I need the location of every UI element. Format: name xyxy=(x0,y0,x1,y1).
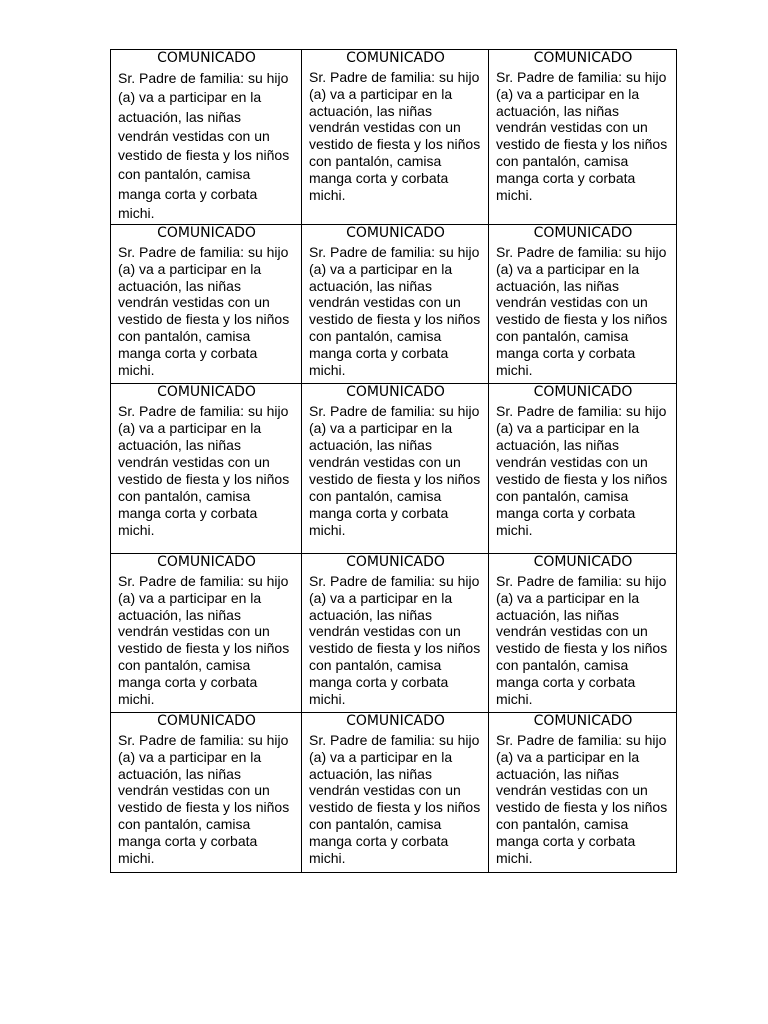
notice-body: Sr. Padre de familia: su hijo (a) va a participar en la actuación, las niñas vendrán vestidas con un vestido de fiesta y los niños con pantalón, camisa manga corta y corbata michi. xyxy=(118,732,290,866)
notice-cell xyxy=(302,554,489,713)
notice-heading: COMUNICADO xyxy=(533,713,633,729)
notice-row xyxy=(111,50,677,225)
notice-heading: COMUNICADO xyxy=(533,384,633,400)
notice-heading: COMUNICADO xyxy=(346,50,445,66)
notice-cell xyxy=(302,384,489,554)
notice-body: Sr. Padre de familia: su hijo (a) va a participar en la actuación, las niñas vendrán vestidas con un vestido de fiesta y los niños con pantalón, camisa manga corta y corbata michi. xyxy=(309,69,481,203)
notice-heading: COMUNICADO xyxy=(533,225,633,241)
notice-row xyxy=(111,384,677,554)
notice-heading: COMUNICADO xyxy=(157,554,256,570)
notice-row xyxy=(111,554,677,713)
notice-body: Sr. Padre de familia: su hijo (a) va a participar en la actuación, las niñas vendrán vestidas con un vestido de fiesta y los niños con pantalón, camisa manga corta y corbata michi. xyxy=(496,403,668,538)
notice-heading: COMUNICADO xyxy=(346,713,445,729)
notice-sheet-table xyxy=(110,49,677,873)
notice-cell xyxy=(489,50,677,225)
notice-heading: COMUNICADO xyxy=(533,554,633,570)
notice-heading: COMUNICADO xyxy=(533,50,633,66)
notice-heading: COMUNICADO xyxy=(346,554,445,570)
notice-cell xyxy=(111,50,302,225)
notice-heading: COMUNICADO xyxy=(157,50,256,66)
notice-body: Sr. Padre de familia: su hijo (a) va a participar en la actuación, las niñas vendrán vestidas con un vestido de fiesta y los niños con pantalón, camisa manga corta y corbata michi. xyxy=(496,573,668,707)
notice-heading: COMUNICADO xyxy=(157,713,256,729)
notice-row xyxy=(111,225,677,384)
notice-body: Sr. Padre de familia: su hijo (a) va a participar en la actuación, las niñas vendrán vestidas con un vestido de fiesta y los niños con pantalón, camisa manga corta y corbata michi. xyxy=(118,403,290,538)
notice-cell xyxy=(489,384,677,554)
notice-body: Sr. Padre de familia: su hijo (a) va a participar en la actuación, las niñas vendrán vestidas con un vestido de fiesta y los niños con pantalón, camisa manga corta y corbata michi. xyxy=(309,732,481,866)
notice-body: Sr. Padre de familia: su hijo (a) va a participar en la actuación, las niñas vendrán vestidas con un vestido de fiesta y los niños con pantalón, camisa manga corta y corbata michi. xyxy=(496,69,668,203)
notice-cell xyxy=(111,713,302,873)
notice-cell xyxy=(111,384,302,554)
notice-body: Sr. Padre de familia: su hijo (a) va a participar en la actuación, las niñas vendrán vestidas con un vestido de fiesta y los niños con pantalón, camisa manga corta y corbata michi. xyxy=(118,244,290,378)
notice-cell xyxy=(302,50,489,225)
notice-body: Sr. Padre de familia: su hijo (a) va a participar en la actuación, las niñas vendrán vestidas con un vestido de fiesta y los niños con pantalón, camisa manga corta y corbata michi. xyxy=(309,244,481,378)
notice-body: Sr. Padre de familia: su hijo (a) va a participar en la actuación, las niñas vendrán vestidas con un vestido de fiesta y los niños con pantalón, camisa manga corta y corbata michi. xyxy=(496,732,668,866)
notice-heading: COMUNICADO xyxy=(346,225,445,241)
notice-heading: COMUNICADO xyxy=(157,225,256,241)
notice-cell xyxy=(489,554,677,713)
notice-cell xyxy=(302,225,489,384)
notice-body: Sr. Padre de familia: su hijo (a) va a participar en la actuación, las niñas vendrán vestidas con un vestido de fiesta y los niños con pantalón, camisa manga corta y corbata michi. xyxy=(118,573,290,707)
notice-cell xyxy=(111,554,302,713)
notice-body: Sr. Padre de familia: su hijo (a) va a participar en la actuación, las niñas vendrán vestidas con un vestido de fiesta y los niños con pantalón, camisa manga corta y corbata michi. xyxy=(118,70,290,222)
notice-heading: COMUNICADO xyxy=(346,384,445,400)
notice-body: Sr. Padre de familia: su hijo (a) va a participar en la actuación, las niñas vendrán vestidas con un vestido de fiesta y los niños con pantalón, camisa manga corta y corbata michi. xyxy=(309,403,481,538)
notice-heading: COMUNICADO xyxy=(157,384,256,400)
notice-body: Sr. Padre de familia: su hijo (a) va a participar en la actuación, las niñas vendrán vestidas con un vestido de fiesta y los niños con pantalón, camisa manga corta y corbata michi. xyxy=(496,244,668,378)
notice-cell xyxy=(111,225,302,384)
notice-row xyxy=(111,713,677,873)
notice-cell xyxy=(489,713,677,873)
notice-body: Sr. Padre de familia: su hijo (a) va a participar en la actuación, las niñas vendrán vestidas con un vestido de fiesta y los niños con pantalón, camisa manga corta y corbata michi. xyxy=(309,573,481,707)
notice-cell xyxy=(489,225,677,384)
notice-cell xyxy=(302,713,489,873)
